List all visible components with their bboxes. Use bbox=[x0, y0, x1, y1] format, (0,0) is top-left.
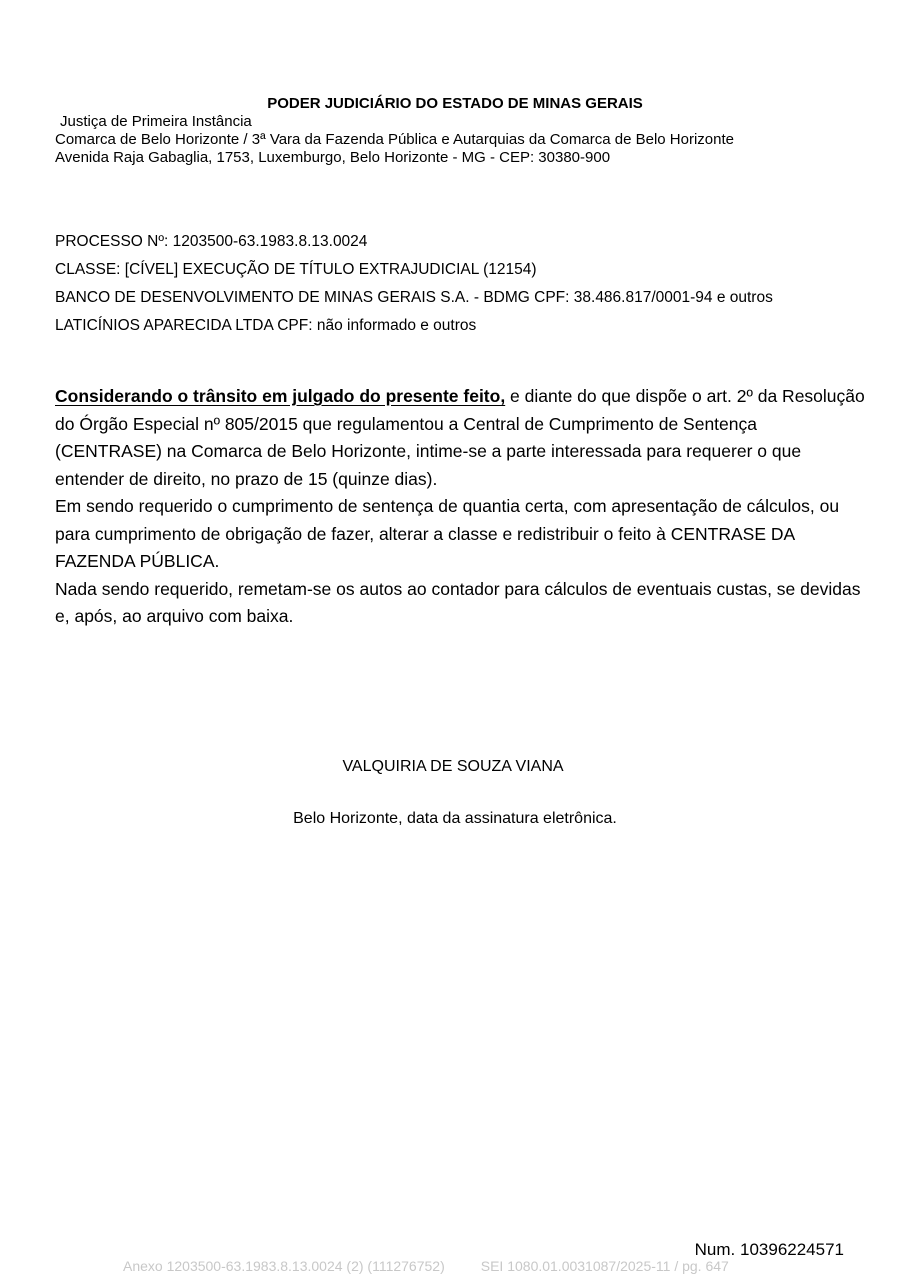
paragraph-1 bbox=[55, 383, 865, 493]
paragraph-2: Em sendo requerido o cumprimento de sentença de quantia certa, com apresentação de cálculos, ou para cumprimento de obrigação de fazer, alterar a classe e redistribuir o feito à CENTRASE DA FAZENDA PÚBLICA. bbox=[55, 496, 840, 571]
document-number: Num. 10396224571 bbox=[694, 1240, 844, 1259]
lead-phrase: Considerando o trânsito em julgado do presente feito, bbox=[55, 386, 506, 406]
court-header bbox=[55, 113, 875, 167]
annex-reference: Anexo 1203500-63.1983.8.13.0024 (2) (111276752) bbox=[123, 1258, 445, 1274]
active-party: BANCO DE DESENVOLVIMENTO DE MINAS GERAIS S.A. - BDMG CPF: 38.486.817/0001-94 e outros bbox=[55, 289, 773, 306]
annex-footer bbox=[123, 1257, 729, 1275]
decision-body bbox=[55, 383, 865, 631]
sei-reference: SEI 1080.01.0031087/2025-11 / pg. 647 bbox=[480, 1258, 729, 1274]
court-title: PODER JUDICIÁRIO DO ESTADO DE MINAS GERAIS bbox=[267, 95, 643, 112]
process-info bbox=[55, 228, 885, 340]
address-line: Avenida Raja Gabaglia, 1753, Luxemburgo, Belo Horizonte - MG - CEP: 30380-900 bbox=[55, 149, 611, 166]
instance-line: Justiça de Primeira Instância bbox=[60, 113, 252, 130]
process-number: PROCESSO Nº: 1203500-63.1983.8.13.0024 bbox=[55, 233, 368, 250]
paragraph-3: Nada sendo requerido, remetam-se os autos ao contador para cálculos de eventuais custas, se devidas e, após, ao arquivo com baixa. bbox=[55, 578, 861, 626]
district-line: Comarca de Belo Horizonte / 3ª Vara da Fazenda Pública e Autarquias da Comarca de Belo Horizonte bbox=[55, 131, 734, 148]
process-class: CLASSE: [CÍVEL] EXECUÇÃO DE TÍTULO EXTRAJUDICIAL (12154) bbox=[55, 261, 537, 278]
passive-party: LATICÍNIOS APARECIDA LTDA CPF: não informado e outros bbox=[55, 317, 477, 334]
paragraph-1-text: e diante do que dispõe o art. 2º da Resolução do Órgão Especial nº 805/2015 que regulamentou a Central de Cumprimento de Sentença (CENTRASE) na Comarca de Belo Horizonte, intime-se a parte interessada para requerer o que entender de direito, no prazo de 15 (quinze dias). bbox=[55, 386, 865, 489]
signer-name: VALQUIRIA DE SOUZA VIANA bbox=[342, 758, 564, 775]
signature-place-date: Belo Horizonte, data da assinatura eletrônica. bbox=[293, 810, 617, 827]
